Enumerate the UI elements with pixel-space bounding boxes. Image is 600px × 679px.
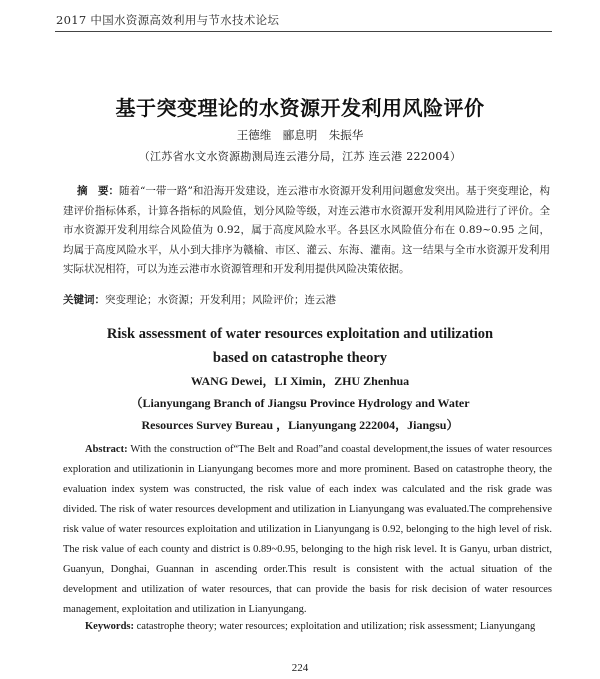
chinese-affiliation: （江苏省水文水资源勘测局连云港分局，江苏 连云港 222004） — [138, 150, 462, 163]
english-abstract-text: With the construction of“The Belt and Road”and coastal development,the issues of water resources exploration and utilizationin in Lianyungang becomes more and more prominent. Based on catastrophe theory, the evaluation index system was constructed, the risk value of each index was calculated and the risk grade was divided. The risk of water resources development and utilization in Lianyungang was evaluated.The comprehensive risk value of water resources exploitation and utilization in Lianyungang is 0.92, belonging to the high level of risk. The risk value of each county and district is 0.89~0.95, belonging to the high risk level. It is Ganyu, urban district, Guanyun, Donghai, Guannan in ascending order.This result is consistent with the actual situation of the development and utilization of water resources, that can provide the basis for risk decision of water resources management, exploitation and utilization in Lianyungang. — [63, 444, 552, 615]
english-abstract — [63, 440, 552, 620]
english-affiliation — [0, 392, 600, 436]
english-abstract-label: Abstract: — [85, 444, 128, 455]
english-keywords — [85, 621, 555, 632]
chinese-keywords — [63, 292, 550, 307]
header-divider — [55, 31, 552, 32]
chinese-abstract-label: 摘 要： — [77, 185, 120, 197]
english-title-line-2: based on catastrophe theory — [212, 350, 388, 366]
chinese-abstract-text: 随着“一带一路”和沿海开发建设，连云港市水资源开发利用问题愈发突出。基于突变理论，构建评价指标体系，计算各指标的风险值，划分风险等级，对连云港市水资源开发利用风险进行了评价。全市水资源开发利用综合风险值为 0.92，属于高度风险水平。各县区水风险值分布在 0.89~0.95 之间，均属于高度风险水平，从小到大排序为赣榆、市区、灌云、东海、灌南。这一结果与全市水资源开发利用实际状况相符，可以为连云港市水资源管理和开发利用提供风险决策依据。 — [63, 185, 551, 275]
running-header: 2017 中国水资源高效利用与节水技术论坛 — [56, 13, 280, 27]
english-title — [0, 322, 600, 370]
chinese-keywords-text: 突变理论；水资源；开发利用；风险评价；连云港 — [105, 294, 336, 306]
chinese-abstract — [63, 182, 550, 280]
english-affiliation-line-1: （Lianyungang Branch of Jiangsu Province Hydrology and Water — [130, 396, 470, 410]
english-title-line-1: Risk assessment of water resources exploitation and utilization — [106, 326, 494, 342]
chinese-title: 基于突变理论的水资源开发利用风险评价 — [115, 96, 485, 120]
english-affiliation-line-2: Resources Survey Bureau ，Lianyungang 222004，Jiangsu） — [141, 418, 459, 432]
english-authors: WANG Dewei，LI Ximin，ZHU Zhenhua — [190, 374, 410, 388]
english-keywords-text: catastrophe theory; water resources; exploitation and utilization; risk assessment; Lianyungang — [134, 621, 536, 632]
english-keywords-label: Keywords: — [85, 621, 134, 632]
page-number: 224 — [291, 662, 309, 674]
chinese-keywords-label: 关键词： — [63, 294, 105, 306]
chinese-authors: 王德维 郦息明 朱振华 — [236, 128, 364, 142]
